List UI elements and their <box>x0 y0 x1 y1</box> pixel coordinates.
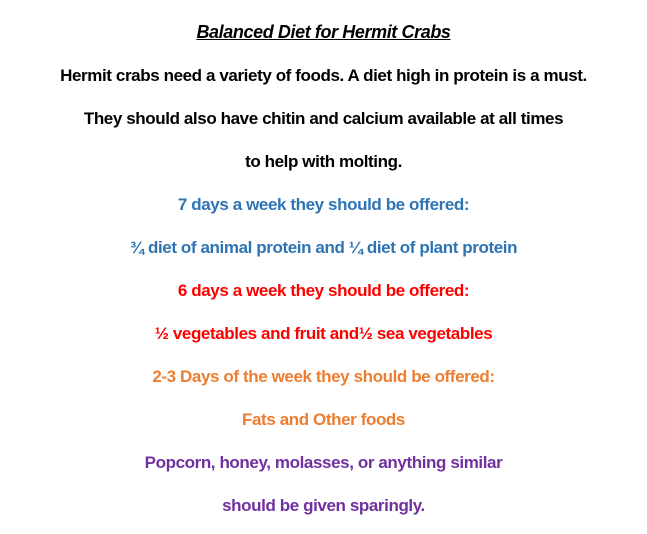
paragraph-sparingly-line-2: should be given sparingly. <box>222 496 425 515</box>
paragraph-2-3-days-detail: Fats and Other foods <box>242 410 405 429</box>
paragraph-2-3-days-heading: 2-3 Days of the week they should be offered: <box>152 367 495 386</box>
paragraph-7-days-detail: ¾ diet of animal protein and ¼ diet of plant protein <box>129 238 518 257</box>
paragraph-intro-line-3: to help with molting. <box>245 152 402 171</box>
paragraph-6-days-detail: ½ vegetables and fruit and½ sea vegetables <box>154 324 493 343</box>
paragraph-sparingly-line-1: Popcorn, honey, molasses, or anything similar <box>144 453 503 472</box>
paragraph-6-days-heading: 6 days a week they should be offered: <box>177 281 470 300</box>
paragraph-intro-line-2: They should also have chitin and calcium available at all times <box>83 109 564 128</box>
paragraph-intro-line-1: Hermit crabs need a variety of foods. A diet high in protein is a must. <box>60 66 587 85</box>
document-title: Balanced Diet for Hermit Crabs <box>196 22 451 42</box>
paragraph-7-days-heading: 7 days a week they should be offered: <box>177 195 470 214</box>
